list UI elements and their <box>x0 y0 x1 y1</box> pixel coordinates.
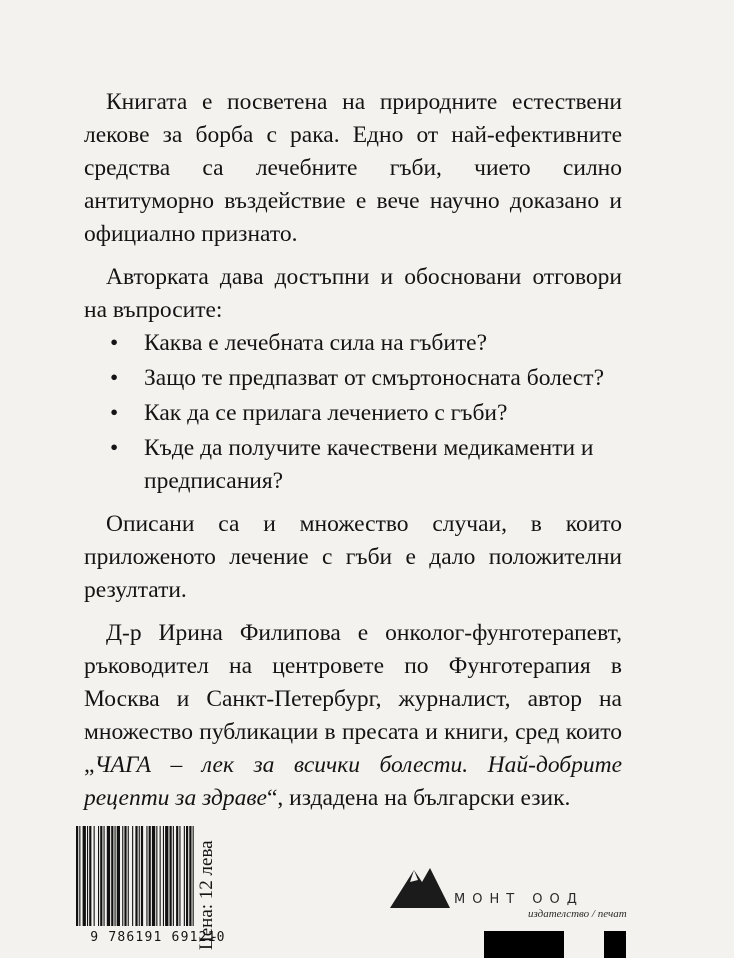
questions-intro-paragraph: Авторката дава достъпни и обосновани отговори на въпросите: <box>84 264 622 323</box>
redaction-block <box>604 931 626 958</box>
list-item: • Къде да получите качествени медикаменти и предписания? <box>84 432 622 498</box>
bullet-icon: • <box>110 435 119 461</box>
publisher-name: МОНТ ООД <box>454 892 584 907</box>
list-item: • Защо те предпазват от смъртоносната болест? <box>84 362 622 395</box>
intro-paragraph: Книгата е посветена на природните естествени лекове за борба с рака. Едно от най-ефективните средства са лечебните гъби, чието силно антитуморно въздействие е вече научно доказано и официално признато. <box>84 89 622 247</box>
book-title: ЧАГА – лек за всички болести. Най-добрите рецепти за здраве <box>84 752 622 811</box>
bullet-icon: • <box>110 365 119 391</box>
bullet-icon: • <box>110 400 119 426</box>
list-item: • Как да се прилага лечението с гъби? <box>84 397 622 430</box>
redaction-block <box>484 931 564 958</box>
barcode-digits: 9 786191 691210 <box>90 930 226 945</box>
cases-paragraph: Описани са и множество случаи, в които приложеното лечение с гъби е дало положителни резултати. <box>84 511 622 603</box>
questions-list <box>84 327 622 498</box>
publisher-tagline: издателство / печат <box>528 908 627 920</box>
price-label: Цена: 12 лева <box>196 840 217 950</box>
back-cover-text <box>84 86 622 815</box>
mountain-logo-icon <box>388 856 458 912</box>
author-paragraph: Д-р Ирина Филипова е онколог-фунготерапевт, ръководител на центровете по Фунготерапия в Москва и Санкт-Петербург, журналист, автор на множество публикации в пресата и книги, сред които „ЧАГА – лек за всички болести. Най-добрите рецепти за здраве“, издадена на български език. <box>84 620 622 811</box>
isbn-barcode <box>62 822 282 952</box>
bullet-icon: • <box>110 330 119 356</box>
publisher-logo <box>388 856 688 920</box>
list-item: • Каква е лечебната сила на гъбите? <box>84 327 622 360</box>
